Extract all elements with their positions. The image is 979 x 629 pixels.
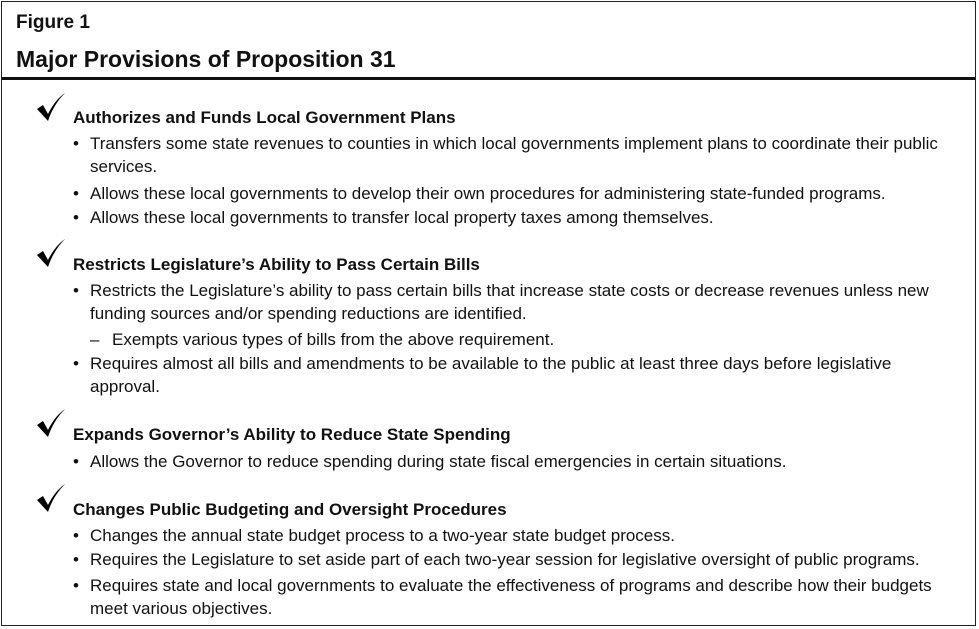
list-item: • Requires the Legislature to set aside part of each two-year session for legislative oversight of public programs. [73, 550, 920, 569]
list-item: • Allows the Governor to reduce spending during state fiscal emergencies in certain situations. [73, 452, 787, 471]
checkmark-icon [34, 238, 68, 268]
section-heading: Expands Governor’s Ability to Reduce State Spending [73, 425, 511, 444]
section-heading: Changes Public Budgeting and Oversight Procedures [73, 500, 507, 519]
checkmark-icon [34, 92, 68, 122]
list-item: • Allows these local governments to develop their own procedures for administering state-funded programs. [73, 184, 886, 203]
figure-header [2, 2, 975, 80]
list-item: • Requires state and local governments to evaluate the effectiveness of programs and describe how their budgets meet various objectives. [73, 576, 932, 618]
list-item: • Changes the annual state budget process to a two-year state budget process. [73, 526, 675, 545]
dash-icon: – [90, 330, 100, 349]
bullet-icon: • [73, 134, 79, 153]
bullet-icon: • [73, 526, 79, 545]
bullet-icon: • [73, 452, 79, 471]
checkmark-icon [34, 483, 68, 513]
section-heading: Authorizes and Funds Local Government Plans [73, 108, 456, 127]
list-item: • Transfers some state revenues to counties in which local governments implement plans to coordinate their public services. [73, 134, 938, 176]
figure-label: Figure 1 [16, 12, 90, 33]
checkmark-icon [34, 408, 68, 438]
bullet-icon: • [73, 208, 79, 227]
bullet-icon: • [73, 184, 79, 203]
bullet-icon: • [73, 354, 79, 373]
bullet-icon: • [73, 281, 79, 300]
bullet-icon: • [73, 576, 79, 595]
figure-title: Major Provisions of Proposition 31 [16, 46, 396, 72]
list-item: • Allows these local governments to transfer local property taxes among themselves. [73, 208, 714, 227]
section-heading: Restricts Legislature’s Ability to Pass Certain Bills [73, 255, 480, 274]
figure-frame [1, 1, 976, 626]
bullet-icon: • [73, 550, 79, 569]
sub-list-item: – Exempts various types of bills from the above requirement. [90, 330, 555, 349]
list-item: • Restricts the Legislature’s ability to pass certain bills that increase state costs or decrease revenues unless new funding sources and/or spending reductions are identified. [73, 281, 929, 323]
list-item: • Requires almost all bills and amendments to be available to the public at least three days before legislative approval. [73, 354, 892, 396]
